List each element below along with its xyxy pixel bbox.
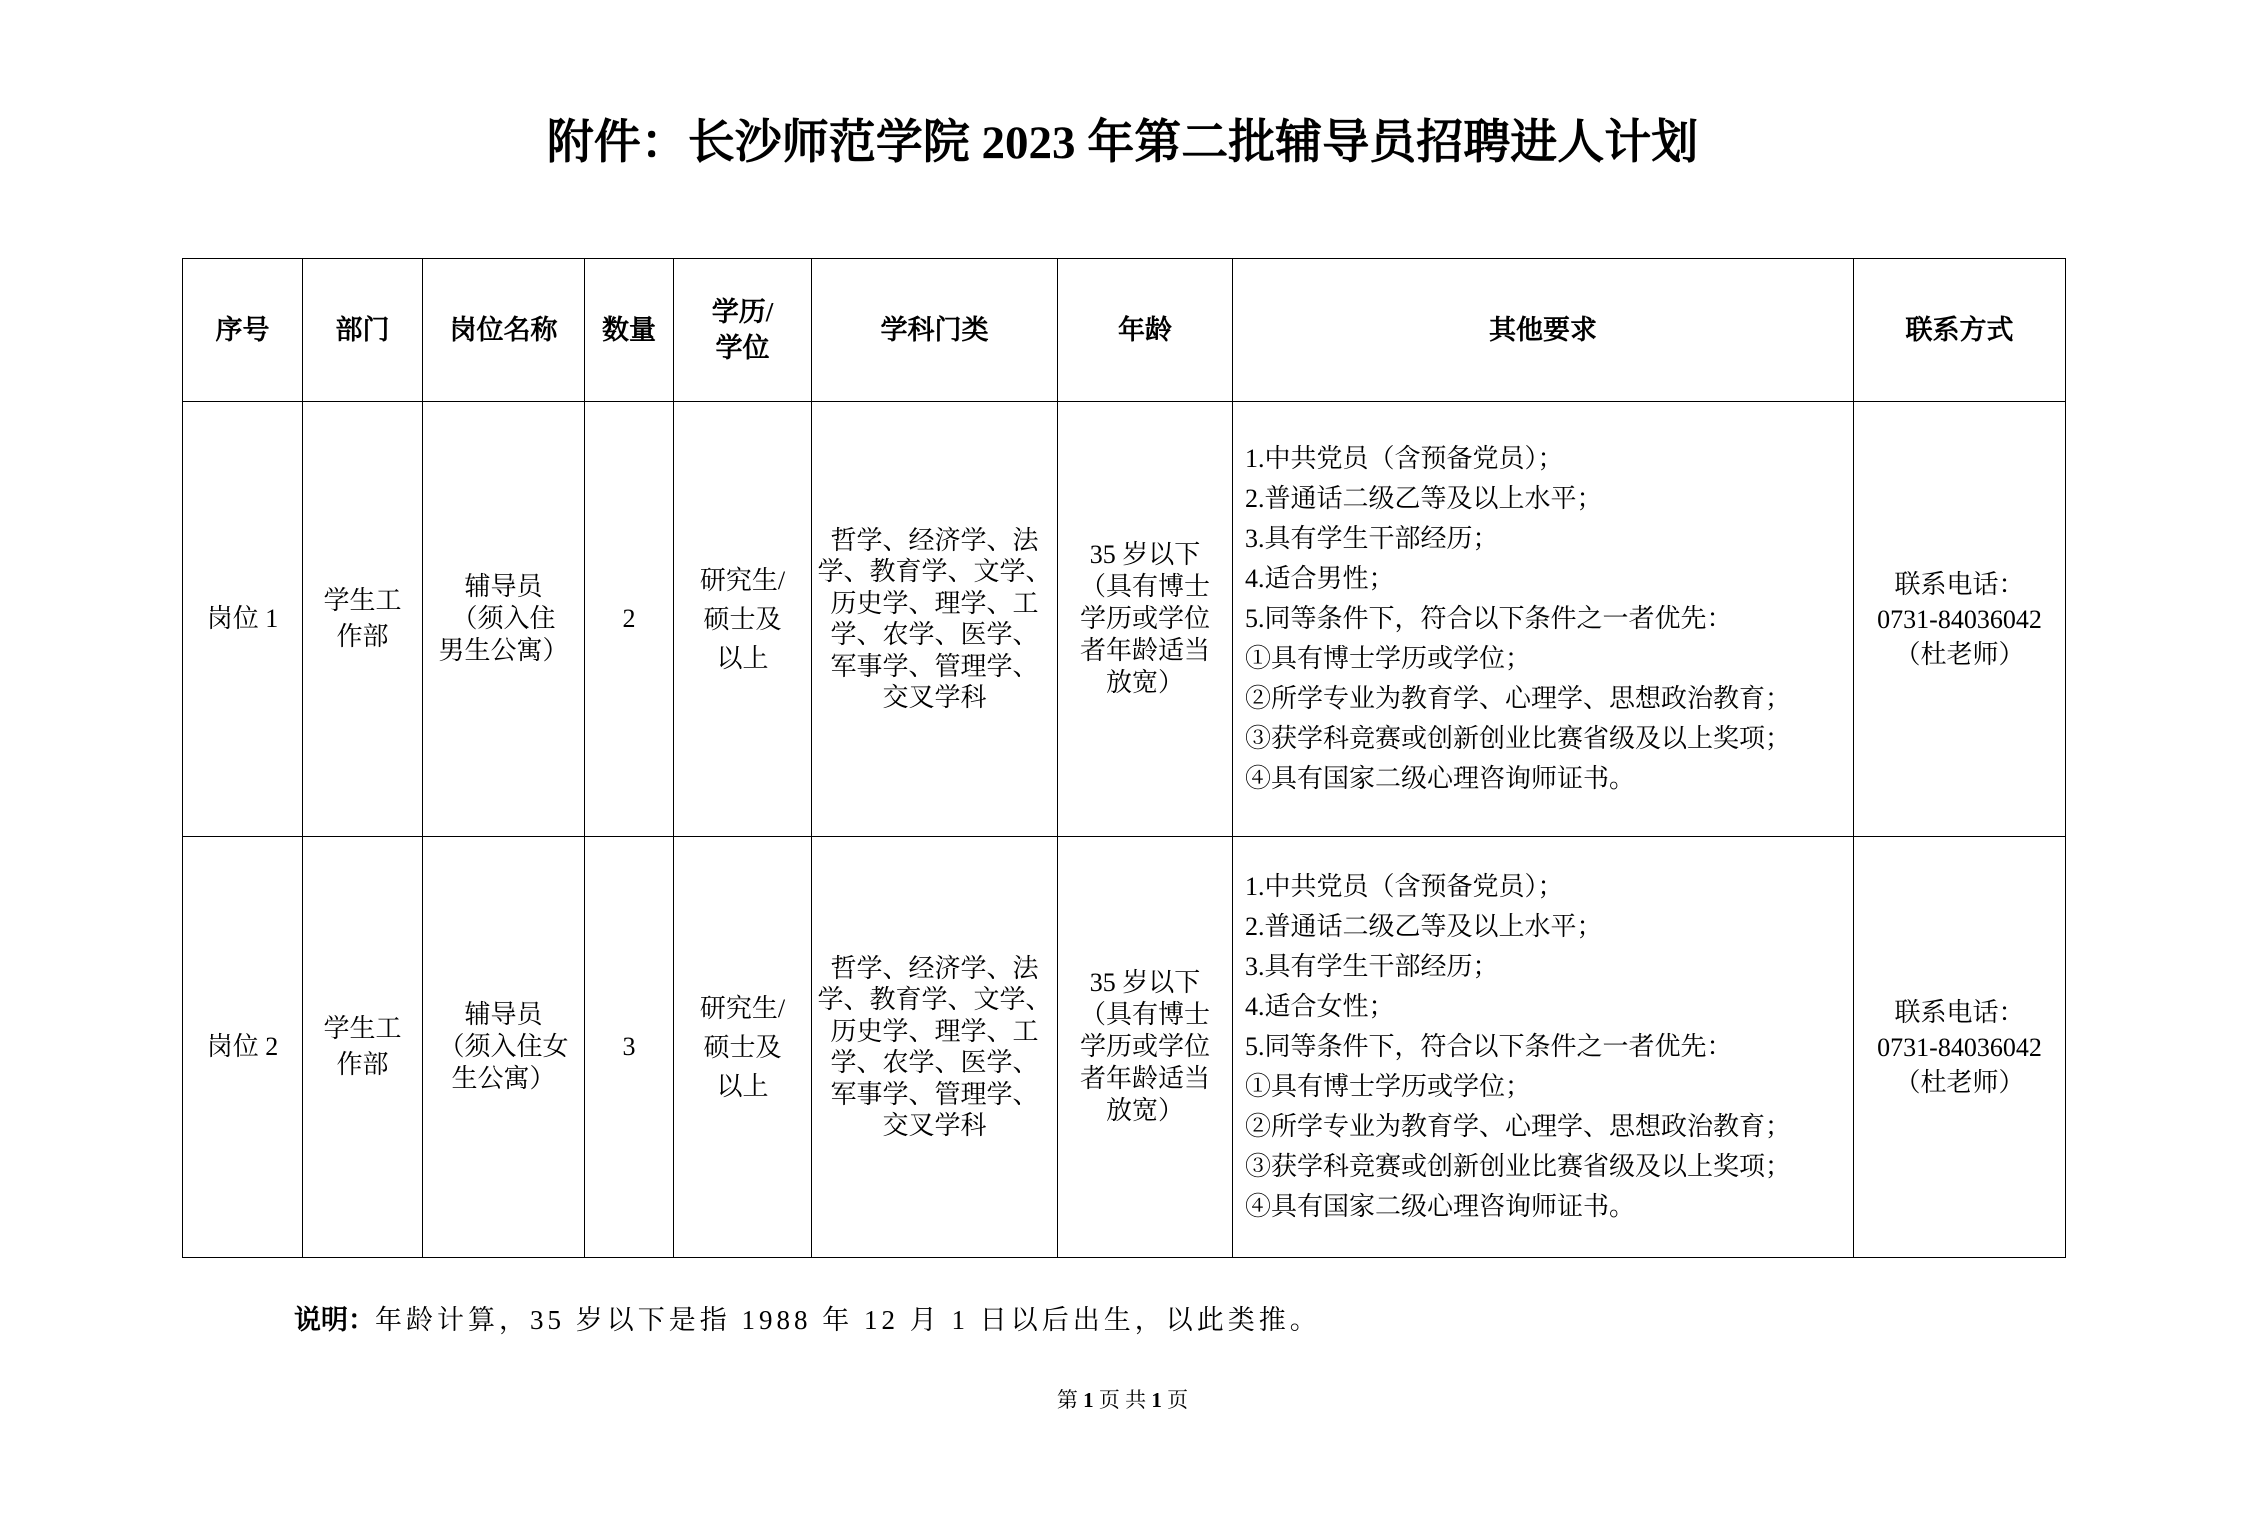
position-line: （须入住 — [451, 604, 556, 633]
header-seq-label: 序号 — [215, 315, 270, 345]
table-header-row — [183, 259, 2066, 402]
table-row — [183, 402, 2066, 837]
header-contact-label: 联系方式 — [1905, 315, 2014, 345]
requirement-line: ③获学科竞赛或创新创业比赛省级及以上奖项； — [1245, 1152, 1792, 1181]
department-line: 学生工 — [323, 1014, 402, 1043]
requirement-line: ②所学专业为教育学、心理学、思想政治教育； — [1245, 1112, 1792, 1141]
header-disciplines-label: 学科门类 — [880, 315, 989, 345]
discipline-line: 历史学、理学、工 — [830, 1016, 1039, 1046]
cell-education — [674, 402, 812, 837]
requirement-line: ①具有博士学历或学位； — [1245, 1072, 1532, 1101]
current-page: 1 — [1083, 1388, 1094, 1412]
education-line: 硕士及 — [703, 1032, 782, 1062]
header-disciplines — [812, 259, 1058, 402]
discipline-line: 哲学、经济学、法 — [830, 525, 1039, 555]
cell-count — [585, 837, 674, 1258]
contact-person: （杜老师） — [1894, 639, 2025, 669]
header-count-label: 数量 — [602, 315, 656, 345]
cell-count — [585, 402, 674, 837]
cell-age — [1058, 837, 1233, 1258]
contact-label: 联系电话： — [1894, 569, 2025, 599]
requirement-line: 2.普通话二级乙等及以上水平； — [1245, 484, 1603, 513]
department-line: 作部 — [336, 1050, 389, 1079]
requirement-line: 2.普通话二级乙等及以上水平； — [1245, 912, 1603, 941]
position-line: 男生公寓） — [438, 636, 569, 665]
header-position-label: 岗位名称 — [449, 315, 558, 345]
age-line: （具有博士 — [1079, 572, 1210, 601]
page-suffix: 页 — [1167, 1388, 1189, 1412]
position-seq: 岗位 1 — [206, 604, 279, 633]
age-line: 35 岁以下 — [1089, 968, 1201, 997]
department-line: 作部 — [336, 622, 389, 651]
header-department-label: 部门 — [335, 315, 390, 345]
requirement-line: 5.同等条件下，符合以下条件之一者优先： — [1245, 604, 1733, 633]
cell-disciplines — [812, 402, 1058, 837]
discipline-line: 交叉学科 — [882, 683, 987, 712]
header-contact — [1854, 259, 2066, 402]
requirement-line: ②所学专业为教育学、心理学、思想政治教育； — [1245, 684, 1792, 713]
education-line: 以上 — [716, 1071, 769, 1101]
age-line: 放宽） — [1105, 1096, 1184, 1125]
discipline-line: 哲学、经济学、法 — [830, 953, 1039, 983]
age-line: 者年龄适当 — [1079, 1064, 1210, 1093]
discipline-line: 交叉学科 — [882, 1111, 987, 1140]
discipline-line: 军事学、管理学、 — [830, 651, 1039, 681]
requirement-line: 1.中共党员（含预备党员）； — [1245, 444, 1564, 473]
requirement-line: ③获学科竞赛或创新创业比赛省级及以上奖项； — [1245, 724, 1792, 753]
header-department — [303, 259, 423, 402]
contact-person: （杜老师） — [1894, 1067, 2025, 1097]
requirement-line: ④具有国家二级心理咨询师证书。 — [1245, 764, 1636, 793]
age-line: 学历或学位 — [1079, 1032, 1210, 1061]
header-seq — [183, 259, 303, 402]
position-line: 生公寓） — [451, 1064, 556, 1093]
education-line: 以上 — [716, 643, 769, 673]
cell-seq — [183, 402, 303, 837]
cell-disciplines — [812, 837, 1058, 1258]
discipline-line: 学、教育学、文学、 — [817, 557, 1052, 586]
cell-requirements — [1233, 402, 1854, 837]
note-text: 年龄计算，35 岁以下是指 1988 年 12 月 1 日以后出生，以此类推。 — [375, 1305, 1321, 1335]
cell-seq — [183, 837, 303, 1258]
page-prefix: 第 — [1056, 1388, 1078, 1412]
header-education — [674, 259, 812, 402]
cell-education — [674, 837, 812, 1258]
requirement-line: ①具有博士学历或学位； — [1245, 644, 1532, 673]
cell-position — [423, 837, 585, 1258]
contact-phone: 0731-84036042 — [1877, 604, 2042, 634]
department-line: 学生工 — [323, 586, 402, 615]
contact-phone: 0731-84036042 — [1877, 1032, 2042, 1062]
position-line: 辅导员 — [464, 572, 543, 601]
cell-age — [1058, 402, 1233, 837]
requirement-line: 5.同等条件下，符合以下条件之一者优先： — [1245, 1032, 1733, 1061]
header-age — [1058, 259, 1233, 402]
education-line: 研究生/ — [699, 565, 786, 595]
header-education-label: 学历/ — [711, 297, 774, 327]
note-label: 说明： — [294, 1305, 375, 1335]
header-age-label: 年龄 — [1118, 315, 1172, 345]
header-requirements — [1233, 259, 1854, 402]
cell-position — [423, 402, 585, 837]
requirement-line: 3.具有学生干部经历； — [1245, 524, 1499, 553]
cell-department — [303, 402, 423, 837]
contact-label: 联系电话： — [1894, 997, 2025, 1027]
page-number — [0, 1387, 2245, 1413]
headcount: 2 — [622, 604, 636, 633]
age-line: 学历或学位 — [1079, 604, 1210, 633]
discipline-line: 学、农学、医学、 — [830, 620, 1039, 649]
position-line: 辅导员 — [464, 1000, 543, 1029]
education-line: 硕士及 — [703, 604, 782, 634]
requirement-line: 4.适合女性； — [1245, 992, 1395, 1021]
age-line: 者年龄适当 — [1079, 636, 1210, 665]
header-education-label: 学位 — [715, 333, 770, 363]
age-line: 放宽） — [1105, 668, 1184, 697]
requirement-line: 1.中共党员（含预备党员）； — [1245, 872, 1564, 901]
page-title: 附件：长沙师范学院 2023 年第二批辅导员招聘进人计划 — [546, 117, 1699, 169]
discipline-line: 学、农学、医学、 — [830, 1048, 1039, 1077]
discipline-line: 军事学、管理学、 — [830, 1079, 1039, 1109]
cell-requirements — [1233, 837, 1854, 1258]
header-position — [423, 259, 585, 402]
position-seq: 岗位 2 — [206, 1032, 279, 1061]
page-middle: 页 共 — [1098, 1388, 1147, 1412]
discipline-line: 学、教育学、文学、 — [817, 985, 1052, 1014]
explanation-note — [294, 1300, 1321, 1340]
cell-contact — [1854, 402, 2066, 837]
age-line: 35 岁以下 — [1089, 540, 1201, 569]
requirement-line: 3.具有学生干部经历； — [1245, 952, 1499, 981]
recruitment-plan-table — [182, 258, 2066, 1258]
requirement-line: 4.适合男性； — [1245, 564, 1395, 593]
cell-contact — [1854, 837, 2066, 1258]
headcount: 3 — [622, 1032, 636, 1061]
education-line: 研究生/ — [699, 993, 786, 1023]
cell-department — [303, 837, 423, 1258]
position-line: （须入住女 — [438, 1032, 569, 1061]
requirement-line: ④具有国家二级心理咨询师证书。 — [1245, 1192, 1636, 1221]
header-requirements-label: 其他要求 — [1489, 315, 1597, 345]
header-count — [585, 259, 674, 402]
age-line: （具有博士 — [1079, 1000, 1210, 1029]
discipline-line: 历史学、理学、工 — [830, 588, 1039, 618]
table-row — [183, 837, 2066, 1258]
total-pages: 1 — [1151, 1388, 1162, 1412]
